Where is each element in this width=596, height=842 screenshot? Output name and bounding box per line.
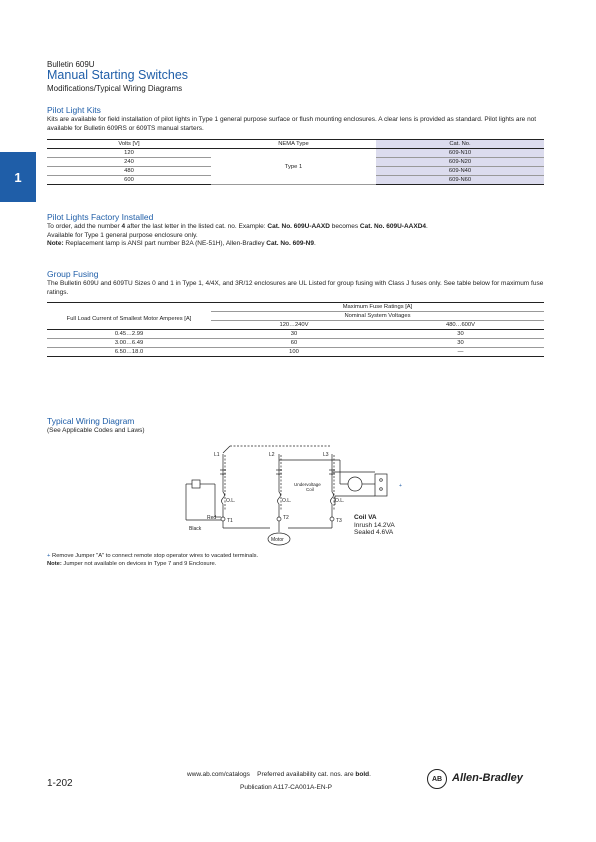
- label-motor: Motor: [271, 537, 284, 543]
- footnote-symbol: +: [47, 553, 51, 559]
- text-run: after the last letter in the listed cat. no. Example:: [125, 223, 268, 230]
- cat-cell: 609-N10: [376, 149, 544, 158]
- volts-cell: 480: [47, 167, 211, 176]
- label-l2: L2: [269, 452, 275, 458]
- col-volts: Volts [V]: [47, 140, 211, 149]
- label-ol-1: O.L.: [226, 498, 236, 504]
- col-nominal: Nominal System Voltages: [211, 312, 544, 321]
- pilot-light-kits-text: Kits are available for field installation of pilot lights in Type 1 general purpose surface or flush mounting enclosures. A clear lens is provided as standard. Pilot lights are not available for Bulletin 609RS or 609TS manual starters.: [47, 116, 537, 132]
- wiring-subtitle: (See Applicable Codes and Laws): [47, 427, 145, 434]
- col-full-load: Full Load Current of Smallest Motor Amperes [A]: [47, 303, 211, 330]
- nema-type-cell: Type 1: [211, 149, 376, 185]
- label-ol-2: O.L.: [282, 498, 292, 504]
- table-row: [47, 339, 544, 348]
- page-title: Manual Starting Switches: [47, 68, 189, 82]
- table-row: [47, 348, 544, 357]
- footer-bold: bold: [355, 771, 370, 778]
- group-fusing-title: Group Fusing: [47, 269, 99, 279]
- logo-text: AB: [431, 775, 443, 783]
- cat-cell: 609-N40: [376, 167, 544, 176]
- page-number: 1-202: [47, 778, 73, 789]
- col-v2: 480…600V: [377, 321, 544, 330]
- jumper-box: [375, 474, 387, 496]
- brand-name: Allen-Bradley: [452, 772, 523, 784]
- label-plus: +: [399, 483, 402, 489]
- v1-cell: 60: [211, 339, 377, 348]
- group-fusing-text: The Bulletin 609U and 609TU Sizes 0 and 1 in Type 1, 4/4X, and 3R/12 enclosures are UL Listed for group fusing with Class J fuses only. See table below for maximum fuse ratings.: [47, 280, 544, 296]
- volts-cell: 600: [47, 176, 211, 185]
- note-label: Note:: [47, 240, 64, 247]
- group-fusing-table: [47, 302, 544, 357]
- footer-url[interactable]: www.ab.com/catalogs: [187, 771, 250, 778]
- section-tab: 1: [0, 152, 36, 202]
- label-black: Black: [189, 526, 202, 532]
- text-run: 4: [121, 223, 126, 230]
- col-v1: 120…240V: [211, 321, 377, 330]
- footnote-text: Remove Jumper "A" to connect remote stop operator wires to vacated terminals.: [50, 553, 259, 559]
- label-t3: T3: [336, 518, 342, 524]
- publication-number: Publication A117-CA001A-EN-P: [240, 784, 333, 791]
- text-run: .: [426, 223, 428, 230]
- undervoltage-coil: [348, 477, 362, 491]
- label-t2: T2: [283, 515, 289, 521]
- v2-cell: 30: [377, 330, 544, 339]
- factory-installed-text: [47, 223, 547, 249]
- v2-cell: —: [377, 348, 544, 357]
- volts-cell: 240: [47, 158, 211, 167]
- label-red: Red: [207, 515, 217, 521]
- pilot-light-kits-title: Pilot Light Kits: [47, 105, 101, 115]
- v1-cell: 100: [211, 348, 377, 357]
- wiring-diagram: [170, 440, 420, 555]
- range-cell: 0.45…2.99: [47, 330, 211, 339]
- label-ol-3: O.L.: [335, 498, 345, 504]
- footer-period: .: [369, 771, 371, 778]
- label-l3: L3: [323, 452, 329, 458]
- page-subtitle: Modifications/Typical Wiring Diagrams: [47, 84, 183, 93]
- wiring-note-label: Note:: [47, 560, 62, 567]
- volts-cell: 120: [47, 149, 211, 158]
- label-l1: L1: [214, 452, 220, 458]
- text-run: .: [313, 240, 316, 247]
- coil-inrush: Inrush 14.2VA: [354, 521, 395, 529]
- label-t1: T1: [227, 518, 233, 524]
- table-row: [47, 149, 544, 158]
- v1-cell: 30: [211, 330, 377, 339]
- factory-installed-title: Pilot Lights Factory Installed: [47, 212, 154, 222]
- text-run: Cat. No. 609U-AAXD4: [359, 223, 427, 230]
- text-run: becomes: [329, 223, 360, 230]
- remote-stop-box: [192, 480, 200, 488]
- col-cat: Cat. No.: [376, 140, 544, 149]
- table-row: [47, 330, 544, 339]
- wiring-footnotes: [47, 553, 547, 568]
- coil-va-title: Coil VA: [354, 514, 377, 521]
- coil-sealed: Sealed 4.6VA: [354, 529, 394, 536]
- range-cell: 6.50…18.0: [47, 348, 211, 357]
- bulletin-label: Bulletin 609U: [47, 60, 95, 69]
- coil-va-block: [354, 514, 395, 537]
- pilot-light-table: [47, 139, 544, 185]
- text-run: Cat. No. 609U-AAXD: [267, 223, 330, 230]
- text-run: Available for Type 1 general purpose enclosure only.: [47, 231, 198, 239]
- footer-line: [187, 771, 371, 778]
- text-run: Cat. No. 609-N9: [266, 240, 314, 247]
- range-cell: 3.00…6.49: [47, 339, 211, 348]
- cat-cell: 609-N20: [376, 158, 544, 167]
- v2-cell: 30: [377, 339, 544, 348]
- wiring-note-text: Jumper not available on devices in Type 7 and 9 Enclosure.: [61, 560, 217, 567]
- label-coil: Coil: [306, 487, 314, 492]
- link-end: [223, 446, 230, 453]
- text-run: To order, add the number: [47, 223, 122, 230]
- col-nema: NEMA Type: [211, 140, 376, 149]
- wiring-title: Typical Wiring Diagram: [47, 416, 135, 426]
- label-undervoltage: Undervoltage: [294, 482, 321, 487]
- cat-cell: 609-N60: [376, 176, 544, 185]
- col-max-fuse: Maximum Fuse Ratings [A]: [211, 303, 544, 312]
- text-run: Replacement lamp is ANSI part number B2A (NE-51H), Allen-Bradley: [63, 240, 267, 247]
- ab-logo-icon: [427, 769, 447, 789]
- footer-pref: Preferred availability cat. nos. are: [257, 771, 356, 778]
